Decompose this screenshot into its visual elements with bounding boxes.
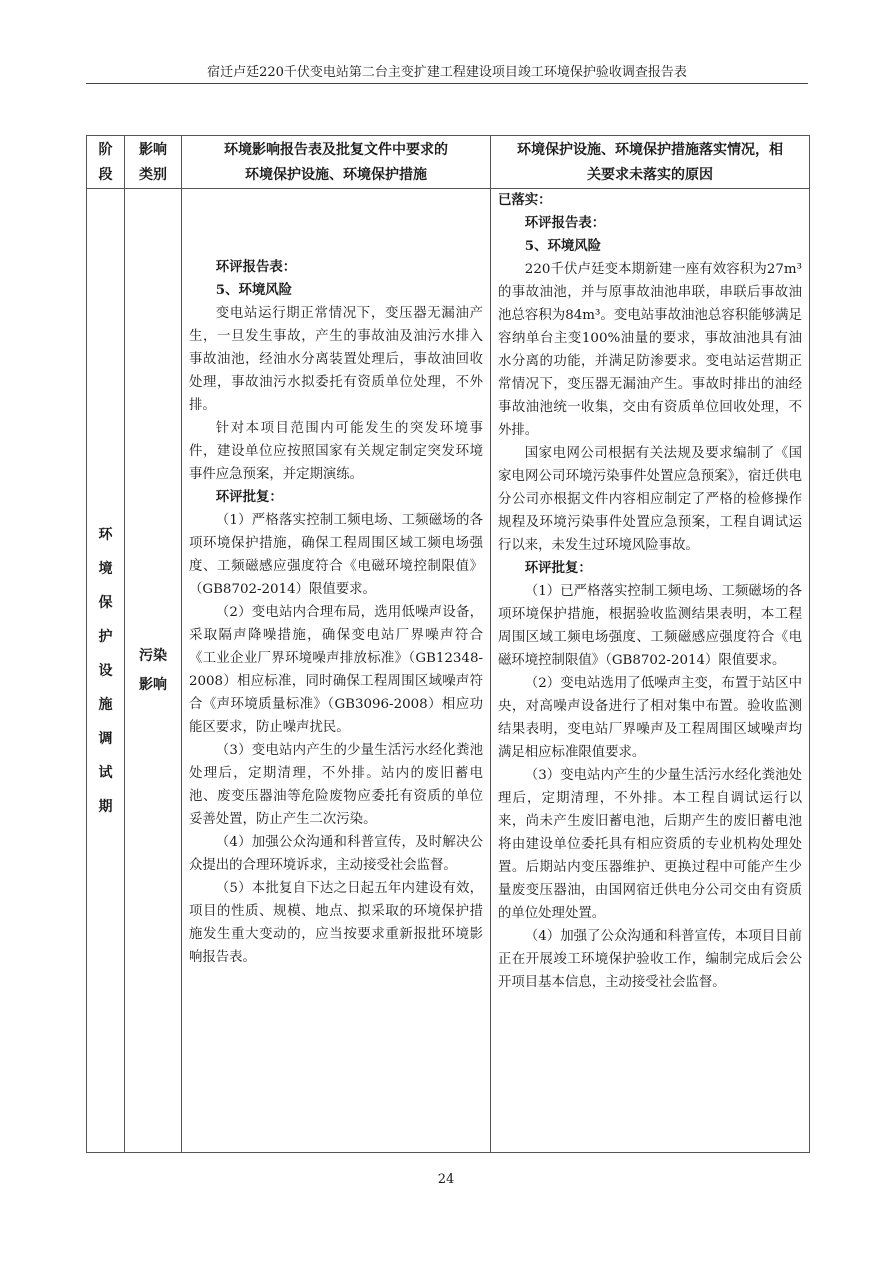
header-stage-line-2: 段 (98, 167, 113, 183)
stage-cell (87, 189, 125, 1153)
stage-char: 设 (98, 662, 113, 679)
stage-char: 施 (98, 696, 113, 713)
paragraph: （2）变电站选用了低噪声主变，布置于站区中央，对高噪声设备进行了相对集中布置。验收监测结果表明，变电站厂界噪声及工程周围区域噪声均满足相应标准限值要求。 (498, 676, 802, 760)
paragraph: （3）变电站内产生的少量生活污水经化粪池处理后，定期清理，不外排。站内的废旧蓄电池、废变压器油等危险废物应委托有资质的单位妥善处置，防止产生二次污染。 (189, 743, 483, 827)
header-impact-line-1: 影响 (139, 142, 167, 158)
stage-char: 试 (98, 764, 113, 781)
header-requirements (182, 136, 491, 189)
paragraph: 5、环境风险 (524, 238, 602, 254)
table-body-row (87, 189, 810, 1153)
header-requirements-line-2: 环境保护设施、环境保护措施 (245, 167, 427, 183)
stage-char: 环 (98, 526, 113, 543)
impact-line-2: 影响 (139, 676, 167, 693)
paragraph: 环评报告表： (215, 259, 297, 275)
header-implementation-line-2: 关要求未落实的原因 (587, 167, 713, 183)
paragraph: 5、环境风险 (215, 282, 293, 298)
impact-line-1: 污染 (139, 647, 167, 664)
stage-char: 调 (98, 730, 113, 747)
paragraph: 针对本项目范围内可能发生的突发环境事件，建设单位应按照国家有关规定制定突发环境事件应急预案，并定期演练。 (189, 421, 483, 482)
header-stage-line-1: 阶 (98, 142, 113, 158)
paragraph: 国家电网公司根据有关法规及要求编制了《国家电网公司环境污染事件处置应急预案》，宿迁供电分公司亦根据文件内容相应制定了严格的检修操作规程及环境污染事件处置应急预案，工程自调试运行以来，未发生过环境风险事故。 (498, 446, 802, 553)
paragraph: （3）变电站内产生的少量生活污水经化粪池处理后，定期清理，不外排。本工程自调试运行以来，尚未产生废旧蓄电池，后期产生的废旧蓄电池将由建设单位委托具有相应资质的专业机构处理处置。后期站内变压器维护、更换过程中可能产生少量废变压器油，由国网宿迁供电分公司交由有资质的单位处理处置。 (498, 768, 802, 921)
paragraph: 环评批复： (524, 560, 592, 576)
paragraph: 已落实： (498, 192, 552, 208)
paragraph: （4）加强公众沟通和科普宣传，及时解决公众提出的合理环境诉求，主动接受社会监督。 (189, 835, 483, 873)
stage-char: 护 (98, 628, 113, 645)
paragraph: 变电站运行期正常情况下，变压器无漏油产生，一旦发生事故，产生的事故油及油污水排入事故油池，经油水分离装置处理后，事故油回收处理，事故油污水拟委托有资质单位处理，不外排。 (189, 306, 483, 413)
page-number: 24 (437, 1172, 455, 1187)
paragraph: （2）变电站内合理布局，选用低噪声设备，采取隔声降噪措施，确保变电站厂界噪声符合《工业企业厂界环境噪声排放标准》（GB12348-2008）相应标准，同时确保工程周围区域噪声符合《声环境质量标准》（GB3096-2008）相应功能区要求，防止噪声扰民。 (189, 605, 483, 735)
paragraph: 220千伏卢廷变本期新建一座有效容积为27m³的事故油池，并与原事故油池串联，串联后事故油池总容积为84m³。变电站事故油池总容积能够满足容纳单台主变100%油量的要求，事故油池具有油水分离的功能，并满足防渗要求。变电站运营期正常情况下，变压器无漏油产生。事故时排出的油经事故油池统一收集，交由有资质单位回收处理，不外排。 (498, 262, 802, 438)
impact-cell (125, 189, 182, 1153)
page-header: 宿迁卢廷220千伏变电站第二台主变扩建工程建设项目竣工环境保护验收调查报告表 (86, 64, 808, 84)
implementation-text (498, 189, 802, 994)
paragraph: （4）加强了公众沟通和科普宣传，本项目目前正在开展竣工环境保护验收工作，编制完成后会公开项目基本信息，主动接受社会监督。 (498, 929, 802, 990)
stage-char: 期 (98, 798, 113, 815)
paragraph: （1）已严格落实控制工频电场、工频磁场的各项环境保护措施，根据验收监测结果表明，本工程周围区域工频电场强度、工频磁感应强度符合《电磁环境控制限值》（GB8702-2014）限值要求。 (498, 584, 802, 668)
requirements-text (189, 256, 483, 969)
requirements-cell (182, 189, 491, 1153)
header-impact-line-2: 类别 (139, 167, 167, 183)
implementation-cell (491, 189, 810, 1153)
paragraph: 环评报告表： (524, 215, 606, 231)
paragraph: （1）严格落实控制工频电场、工频磁场的各项环境保护措施，确保工程周围区域工频电场强度、工频磁感应强度符合《电磁环境控制限值》（GB8702-2014）限值要求。 (189, 513, 483, 597)
stage-char: 保 (98, 594, 113, 611)
header-impact (125, 136, 182, 189)
header-stage (87, 136, 125, 189)
header-implementation-line-1: 环境保护设施、环境保护措施落实情况，相 (517, 142, 783, 158)
stage-char: 境 (98, 560, 113, 577)
paragraph: （5）本批复自下达之日起五年内建设有效，项目的性质、规模、地点、拟采取的环境保护措施发生重大变动的，应当按要求重新报批环境影响报告表。 (189, 881, 483, 965)
acceptance-table (86, 135, 810, 1153)
header-requirements-line-1: 环境影响报告表及批复文件中要求的 (224, 142, 448, 158)
paragraph: 环评批复： (215, 489, 283, 505)
table-header-row (87, 136, 810, 189)
header-implementation (491, 136, 810, 189)
